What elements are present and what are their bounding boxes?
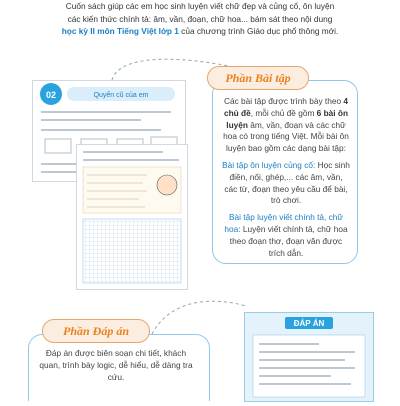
answer-page-preview <box>244 312 374 402</box>
answers-section-title: Phần Đáp án <box>42 319 150 343</box>
page-1-title: Quyển cũ của em <box>93 92 149 99</box>
intro-line-1: Cuốn sách giúp các em học sinh luyện viết chữ đẹp và củng cố, ôn luyện <box>65 1 335 11</box>
answers-section-text: Đáp án được biên soạn chi tiết, khách quan, trình bày logic, dễ hiểu, dễ dàng tra cứu. <box>39 348 193 382</box>
intro-line-2: các kiến thức chính tả: âm, vần, đoạn, chữ hoa... bám sát theo nội dung <box>67 13 333 24</box>
exercises-section-title: Phần Bài tập <box>207 66 309 90</box>
intro-highlight: học kỳ II môn Tiếng Việt lớp 1 <box>61 26 179 36</box>
workbook-page-2-graphic <box>77 145 187 289</box>
answer-page-graphic <box>245 313 373 401</box>
exercises-section-text <box>222 96 350 264</box>
answer-page-title: ĐÁP ÁN <box>293 319 325 328</box>
page-badge-number: 02 <box>45 90 57 100</box>
exercises-paragraph-2: Bài tập ôn luyện củng cố: Học sinh điền, nối, ghép,... các âm, vần, các từ, đoạn theo yêu cầu để bài, trò chơi. <box>222 159 350 206</box>
workbook-page-preview-2 <box>76 144 188 290</box>
intro-line-3: của chương trình Giáo dục phổ thông mới. <box>178 26 339 36</box>
exercises-paragraph-3: Bài tập luyện viết chính tả, chữ hoa: Luyện viết chính tả, chữ hoa theo đoạn thơ, đoạn văn được trích dẫn. <box>224 212 348 258</box>
exercises-paragraph-1: Các bài tập được trình bày theo 4 chủ đề, mỗi chủ đề gồm 6 bài ôn luyện âm, vần, đoạn và các chữ hoa có trong tiếng Việt. Mỗi bài ôn luyện bao gồm các dạng bài tập: <box>223 96 349 154</box>
